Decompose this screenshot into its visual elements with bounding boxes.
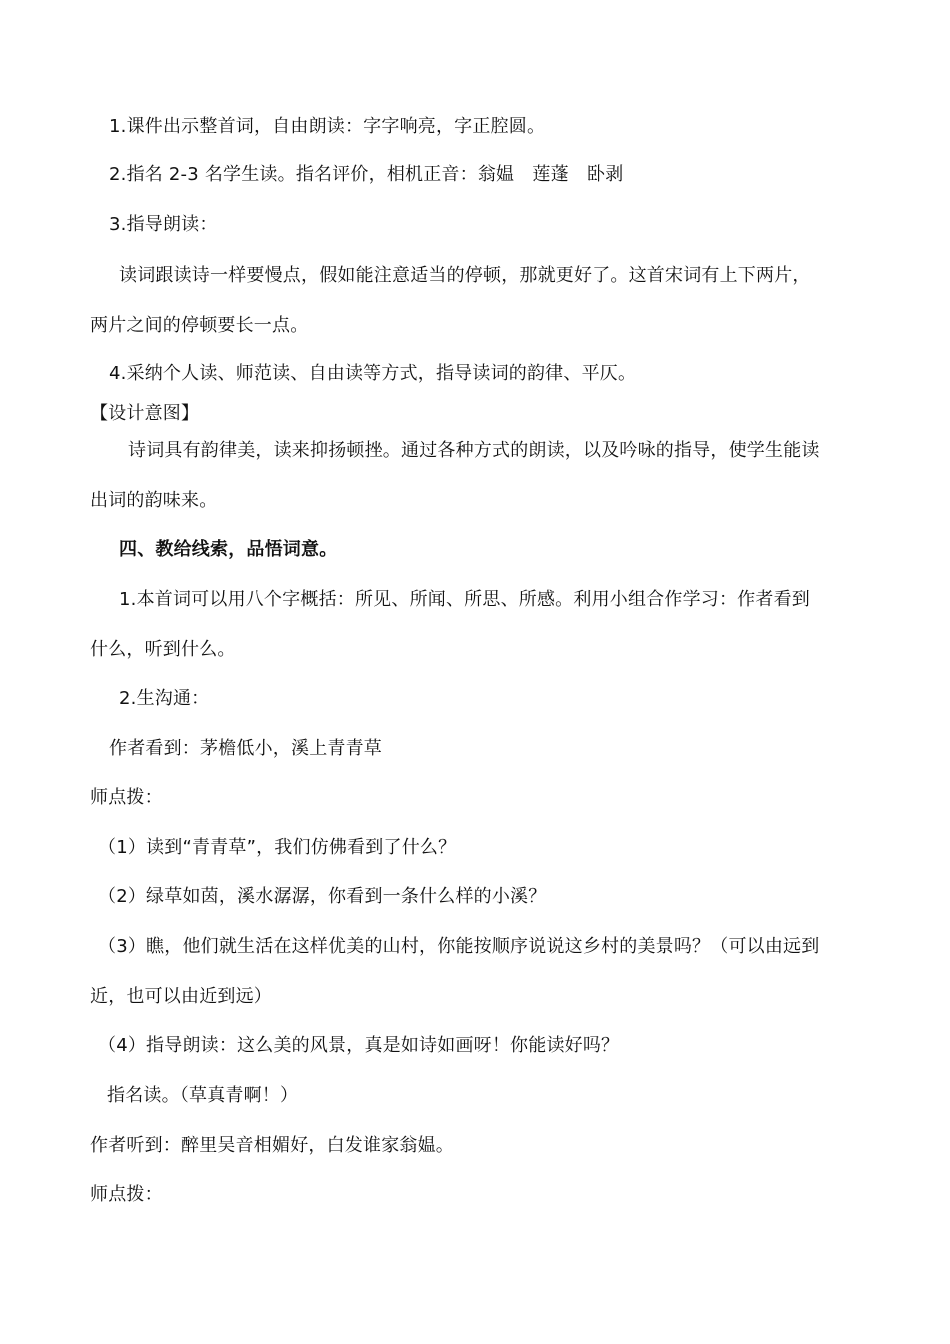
author-heard-text: 作者听到：醉里吴音相媚好，白发谁家翁媪。 [90, 1135, 454, 1156]
section-4-item-1-line-2: 什么，听到什么。 [90, 639, 236, 660]
question-3-line-2: 近，也可以由近到远） [90, 986, 272, 1007]
section-4-heading: 四、教给线索，品悟词意。 [119, 539, 338, 560]
step-2-text: 2.指名 2-3 名学生读。指名评价，相机正音：翁媪 莲蓬 卧剥 [109, 164, 624, 185]
design-intent-heading: 【设计意图】 [90, 403, 200, 424]
teacher-hint-label-1: 师点拨： [90, 787, 163, 808]
step-3-heading: 3.指导朗读： [109, 214, 218, 235]
question-4: （4）指导朗读：这么美的风景，真是如诗如画呀！你能读好吗？ [98, 1035, 620, 1056]
question-1: （1）读到“青青草”，我们仿佛看到了什么？ [98, 837, 457, 858]
step-4-text: 4.采纳个人读、师范读、自由读等方式，指导读词的韵律、平仄。 [109, 363, 637, 384]
section-4-item-1-line-1: 1.本首词可以用八个字概括：所见、所闻、所思、所感。利用小组合作学习：作者看到 [119, 589, 810, 610]
design-intent-line-1: 诗词具有韵律美，读来抑扬顿挫。通过各种方式的朗读，以及吟咏的指导，使学生能读 [128, 440, 820, 461]
teacher-hint-label-2: 师点拨： [90, 1184, 163, 1205]
question-3-line-1: （3）瞧，他们就生活在这样优美的山村，你能按顺序说说这乡村的美景吗？（可以由远到 [98, 936, 820, 957]
question-2: （2）绿草如茵，溪水潺潺，你看到一条什么样的小溪？ [98, 886, 547, 907]
step-3-paragraph-line-1: 读词跟读诗一样要慢点，假如能注意适当的停顿，那就更好了。这首宋词有上下两片， [119, 265, 811, 286]
section-4-item-2: 2.生沟通： [119, 688, 210, 709]
step-3-paragraph-line-2: 两片之间的停顿要长一点。 [90, 315, 309, 336]
step-1-text: 1.课件出示整首词，自由朗读：字字响亮，字正腔圆。 [109, 116, 546, 137]
author-saw-text: 作者看到：茅檐低小，溪上青青草 [109, 738, 382, 759]
named-reading-text: 指名读。（草真青啊！） [107, 1085, 299, 1106]
design-intent-line-2: 出词的韵味来。 [90, 490, 218, 511]
